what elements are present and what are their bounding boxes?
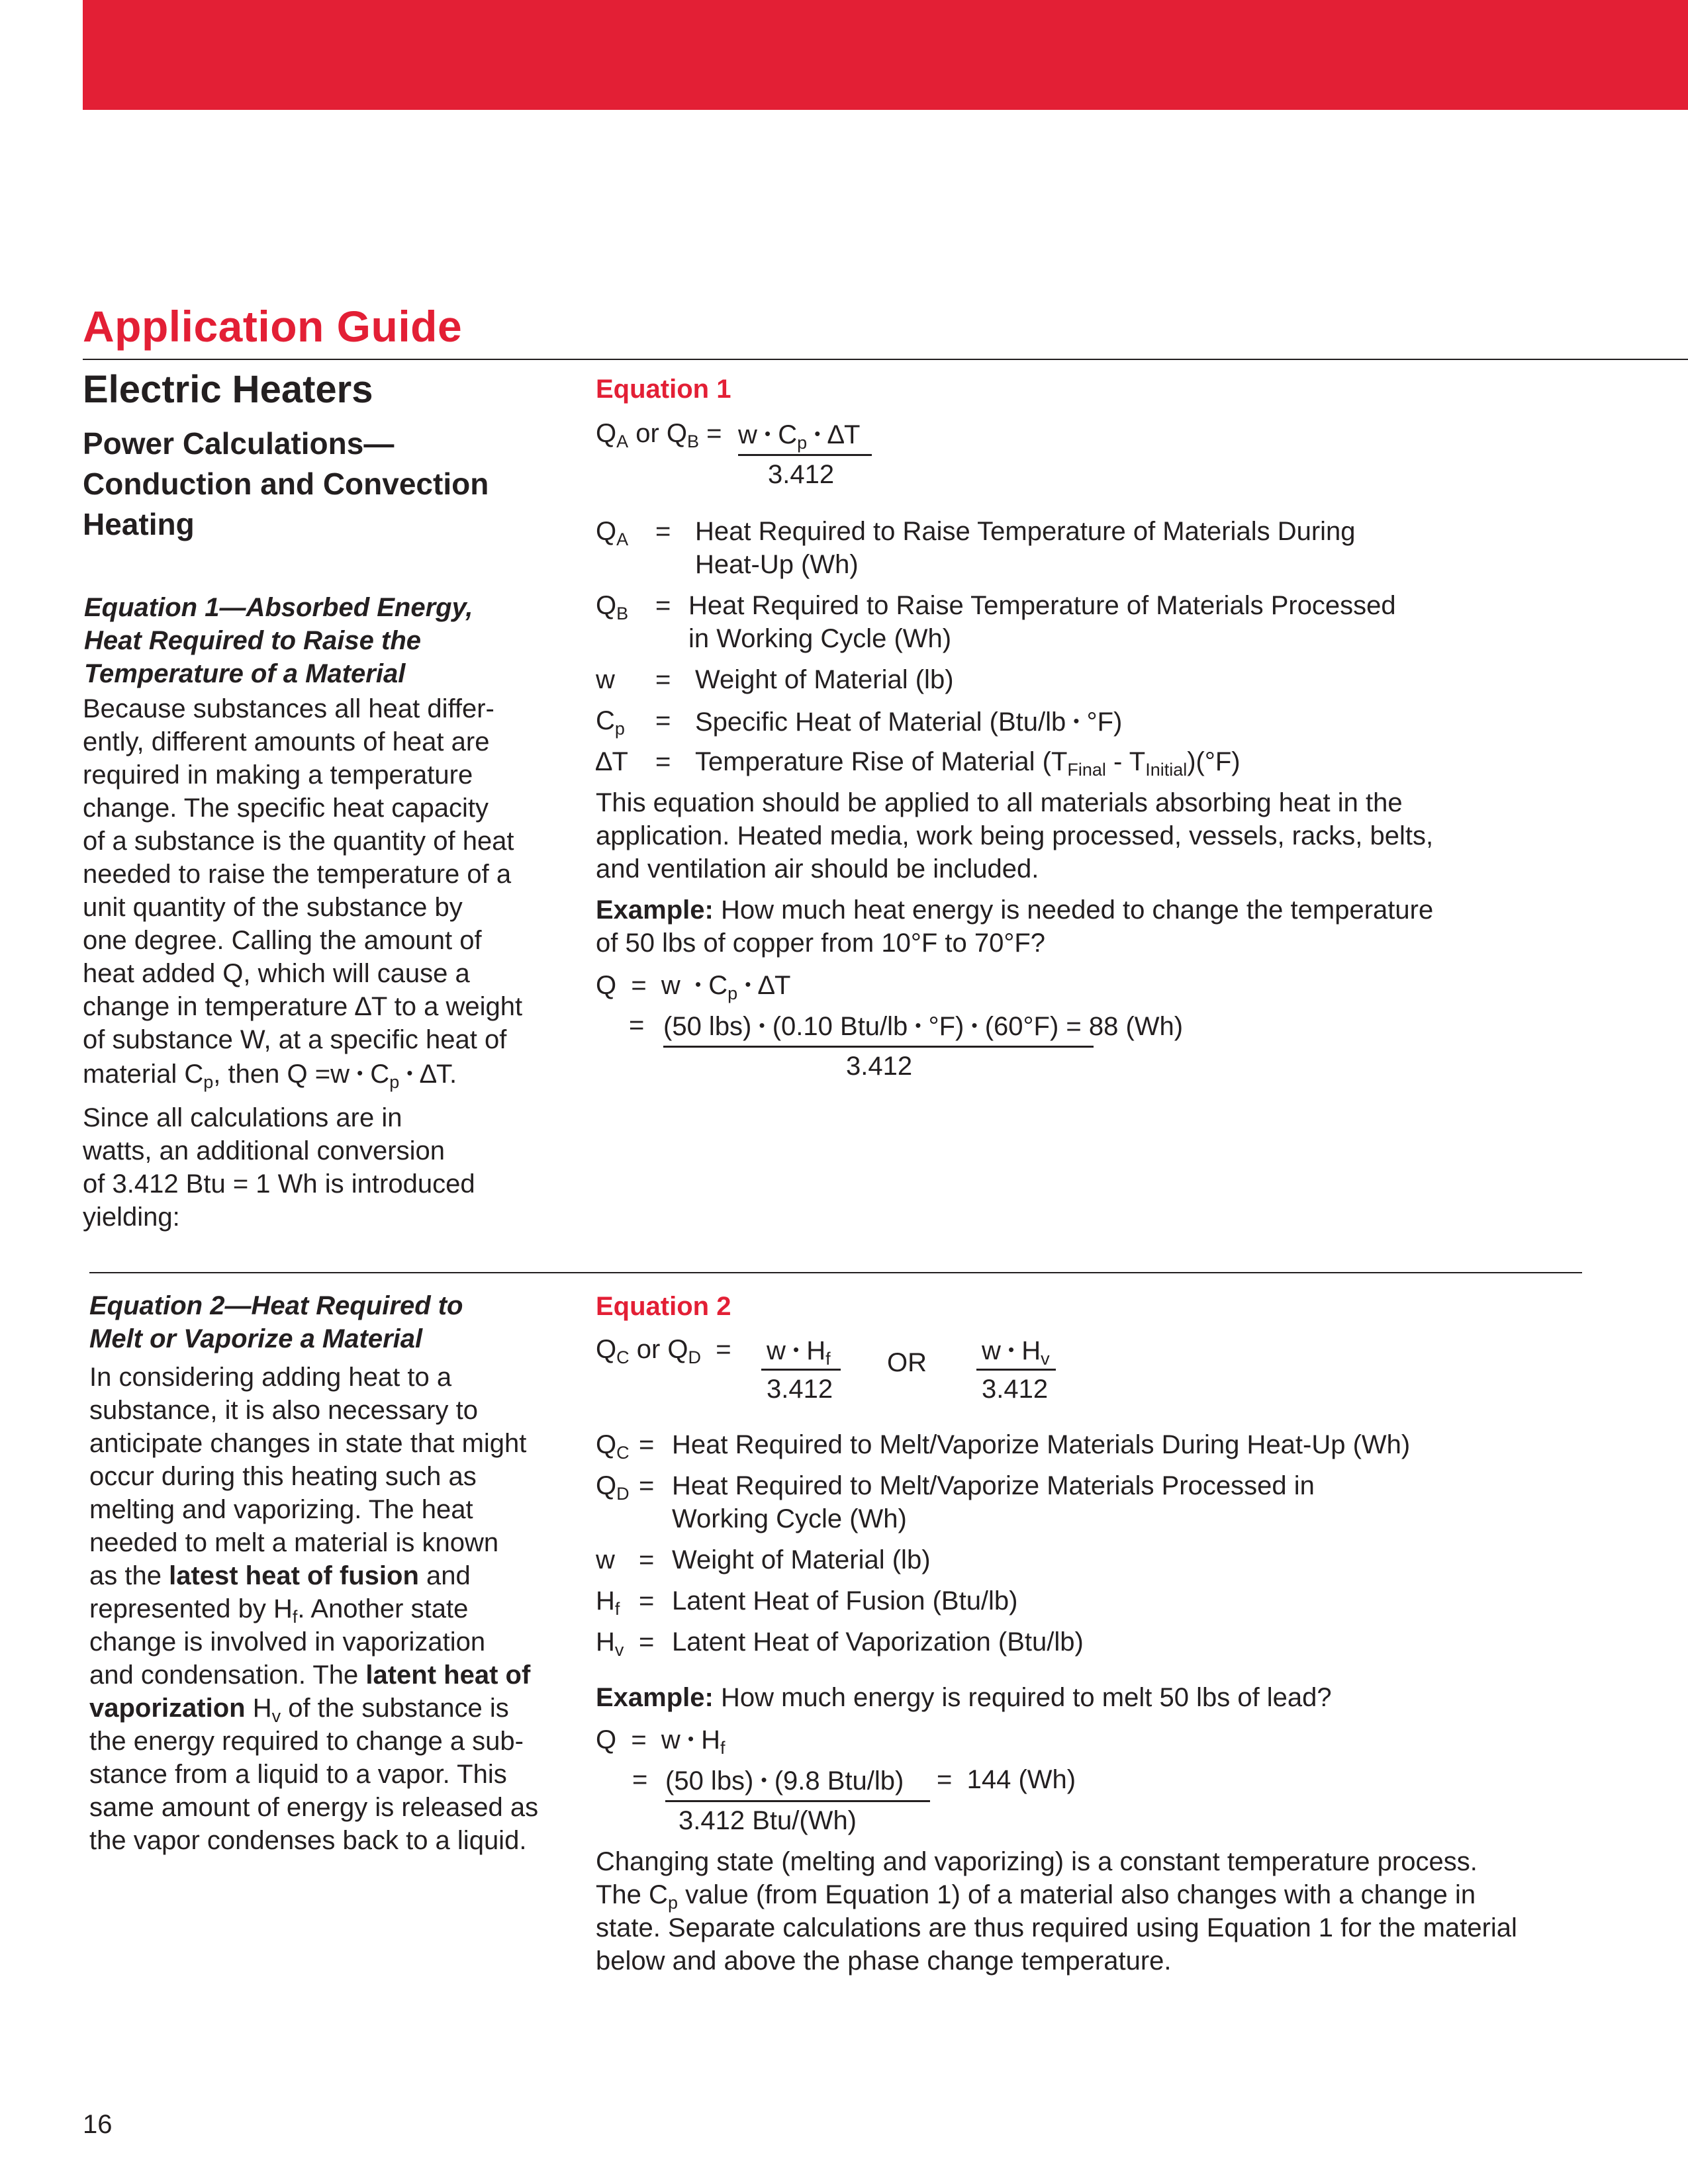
body-line: change in temperature ∆T to a weight: [83, 992, 523, 1021]
body-line: state. Separate calculations are thus required using Equation 1 for the material: [596, 1913, 1517, 1942]
def-equals: =: [639, 1627, 655, 1657]
example-question: Example: How much energy is required to melt 50 lbs of lead?: [596, 1683, 1332, 1712]
body-line: ently, different amounts of heat are: [83, 727, 490, 756]
equation1-denominator: 3.412: [768, 460, 835, 489]
body-line: melting and vaporizing. The heat: [89, 1495, 473, 1524]
body-line: material $C_p$, then Q =w • $C_p$ • ∆T.: [83, 1060, 457, 1092]
def-equals: =: [639, 1471, 655, 1500]
fraction-bar: [665, 1800, 930, 1802]
body-line: as the latest heat of fusion and: [89, 1561, 471, 1590]
section-title: Electric Heaters: [83, 368, 373, 411]
section-divider: [89, 1272, 1582, 1273]
def-text: Heat Required to Melt/Vaporize Materials During Heat-Up (Wh): [672, 1430, 1411, 1459]
def-text-cont: in Working Cycle (Wh): [688, 624, 952, 653]
body-line: needed to raise the temperature of a: [83, 860, 512, 889]
body-line: heat added Q, which will cause a: [83, 959, 470, 988]
heading-line: Equation 2—Heat Required to: [89, 1291, 463, 1320]
def-symbol: w: [596, 665, 615, 694]
body-line: watts, an additional conversion: [83, 1136, 445, 1165]
def-text-cont: Working Cycle (Wh): [672, 1504, 907, 1533]
body-line: the energy required to change a sub-: [89, 1727, 524, 1756]
def-text: Heat Required to Raise Temperature of Materials Processed: [688, 591, 1396, 620]
def-text: Weight of Material (lb): [695, 665, 954, 694]
def-equals: =: [655, 665, 671, 694]
example-equals: =: [632, 1765, 648, 1794]
body-line: occur during this heating such as: [89, 1462, 477, 1491]
subheading: [83, 424, 489, 545]
body-line: one degree. Calling the amount of: [83, 926, 482, 955]
equation2-closing: [596, 1845, 1517, 1978]
example-question-cont: of 50 lbs of copper from 10°F to 70°F?: [596, 929, 1046, 958]
body-line: Because substances all heat differ-: [83, 694, 494, 723]
def-symbol: $Q_A$: [596, 517, 629, 549]
heading-line: Temperature of a Material: [84, 659, 406, 688]
def-equals: =: [655, 591, 671, 620]
example-formula: Q = w • $C_p$ • ∆T: [596, 971, 791, 1003]
def-symbol: ∆T: [596, 747, 628, 776]
def-equals: =: [639, 1586, 655, 1615]
def-equals: =: [655, 747, 671, 776]
body-line: vaporization $H_v$ of the substance is: [89, 1694, 509, 1726]
example-numerator: (50 lbs) • (9.8 Btu/lb): [665, 1766, 904, 1796]
def-equals: =: [655, 706, 671, 735]
body-line: below and above the phase change temperature.: [596, 1946, 1172, 1976]
equation1-label: Equation 1: [596, 375, 731, 404]
body-line: application. Heated media, work being processed, vessels, racks, belts,: [596, 821, 1434, 850]
section2-paragraph: [89, 1361, 538, 1857]
body-line: change is involved in vaporization: [89, 1627, 486, 1657]
or-word: OR: [887, 1348, 927, 1377]
equation2-denominator-1: 3.412: [767, 1375, 833, 1404]
subheading-line: Heating: [83, 507, 195, 541]
body-line: substance, it is also necessary to: [89, 1396, 478, 1425]
body-line: of substance W, at a specific heat of: [83, 1025, 507, 1054]
equation2-formula-left: $Q_C$ or $Q_D$ =: [596, 1335, 731, 1367]
def-symbol: $C_p$: [596, 706, 625, 739]
section1-paragraph-2: [83, 1101, 475, 1234]
body-line: needed to melt a material is known: [89, 1528, 499, 1557]
body-line: and ventilation air should be included.: [596, 854, 1039, 884]
def-text: Latent Heat of Vaporization (Btu/lb): [672, 1627, 1084, 1657]
def-text: Latent Heat of Fusion (Btu/lb): [672, 1586, 1018, 1615]
equation2-denominator-2: 3.412: [982, 1375, 1049, 1404]
example-numerator: (50 lbs) • (0.10 Btu/lb • °F) • (60°F) = 88 (Wh): [663, 1012, 1184, 1041]
body-line: of a substance is the quantity of heat: [83, 827, 514, 856]
def-equals: =: [639, 1430, 655, 1459]
page-number: 16: [83, 2110, 113, 2139]
body-line: stance from a liquid to a vapor. This: [89, 1760, 507, 1789]
def-equals: =: [655, 517, 671, 546]
fraction-bar: [976, 1369, 1056, 1371]
header-rule: [83, 359, 1688, 360]
subheading-line: Power Calculations—: [83, 426, 395, 461]
equation2-heading: [89, 1289, 463, 1355]
def-text: Heat Required to Raise Temperature of Materials During: [695, 517, 1356, 546]
body-line: the vapor condenses back to a liquid.: [89, 1826, 527, 1855]
fraction-bar: [738, 454, 872, 456]
equation1-numerator: w • $C_p$ • ∆T: [738, 420, 861, 453]
heading-line: Melt or Vaporize a Material: [89, 1324, 423, 1353]
example-question: Example: How much heat energy is needed to change the temperature: [596, 895, 1434, 925]
equation2-numerator-1: w • $H_f$: [767, 1336, 831, 1369]
heading-line: Equation 1—Absorbed Energy,: [84, 593, 473, 622]
def-text: Heat Required to Melt/Vaporize Materials Processed in: [672, 1471, 1315, 1500]
equation1-heading: [84, 591, 473, 690]
equation2-label: Equation 2: [596, 1292, 731, 1321]
equation1-formula-left: $Q_A$ or $Q_B$ =: [596, 419, 722, 451]
section1-paragraph: [83, 692, 522, 1091]
def-symbol: $Q_B$: [596, 591, 629, 623]
header-color-band: [83, 0, 1688, 110]
body-line: represented by $H_f$. Another state: [89, 1594, 469, 1627]
def-text: Weight of Material (lb): [672, 1545, 931, 1574]
heading-line: Heat Required to Raise the: [84, 626, 422, 655]
fraction-bar: [663, 1046, 1094, 1048]
body-line: required in making a temperature: [83, 760, 473, 790]
body-line: yielding:: [83, 1203, 180, 1232]
example-formula: Q = w • $H_f$: [596, 1725, 726, 1758]
body-line: and condensation. The latent heat of: [89, 1661, 531, 1690]
fraction-bar: [761, 1369, 841, 1371]
equation1-note: [596, 786, 1433, 886]
def-text: Specific Heat of Material (Btu/lb • °F): [695, 707, 1123, 737]
def-symbol: $Q_C$: [596, 1430, 630, 1463]
def-symbol: w: [596, 1545, 615, 1574]
def-symbol: $H_f$: [596, 1586, 620, 1619]
def-text: Temperature Rise of Material $(T_{Final} - T_{Initial})(^\circ F)$: [695, 747, 1241, 780]
body-line: anticipate changes in state that might: [89, 1429, 527, 1458]
example-equals: =: [629, 1011, 645, 1040]
def-symbol: $Q_D$: [596, 1471, 630, 1504]
def-text-cont: Heat-Up (Wh): [695, 550, 859, 579]
body-line: In considering adding heat to a: [89, 1363, 452, 1392]
body-line: of 3.412 Btu = 1 Wh is introduced: [83, 1169, 475, 1199]
body-line: Changing state (melting and vaporizing) is a constant temperature process.: [596, 1847, 1477, 1876]
def-equals: =: [639, 1545, 655, 1574]
subheading-line: Conduction and Convection: [83, 467, 489, 501]
body-line: This equation should be applied to all materials absorbing heat in the: [596, 788, 1403, 817]
example-denominator: 3.412: [846, 1052, 913, 1081]
example-result: = 144 (Wh): [937, 1765, 1076, 1794]
def-symbol: $H_v$: [596, 1627, 624, 1660]
body-line: change. The specific heat capacity: [83, 794, 489, 823]
body-line: unit quantity of the substance by: [83, 893, 463, 922]
body-line: The $C_p$ value (from Equation 1) of a material also changes with a change in: [596, 1880, 1476, 1913]
equation2-numerator-2: w • $H_v$: [982, 1336, 1050, 1369]
body-line: same amount of energy is released as: [89, 1793, 539, 1822]
page-title: Application Guide: [83, 302, 463, 351]
example-denominator: 3.412 Btu/(Wh): [679, 1806, 857, 1835]
body-line: Since all calculations are in: [83, 1103, 402, 1132]
